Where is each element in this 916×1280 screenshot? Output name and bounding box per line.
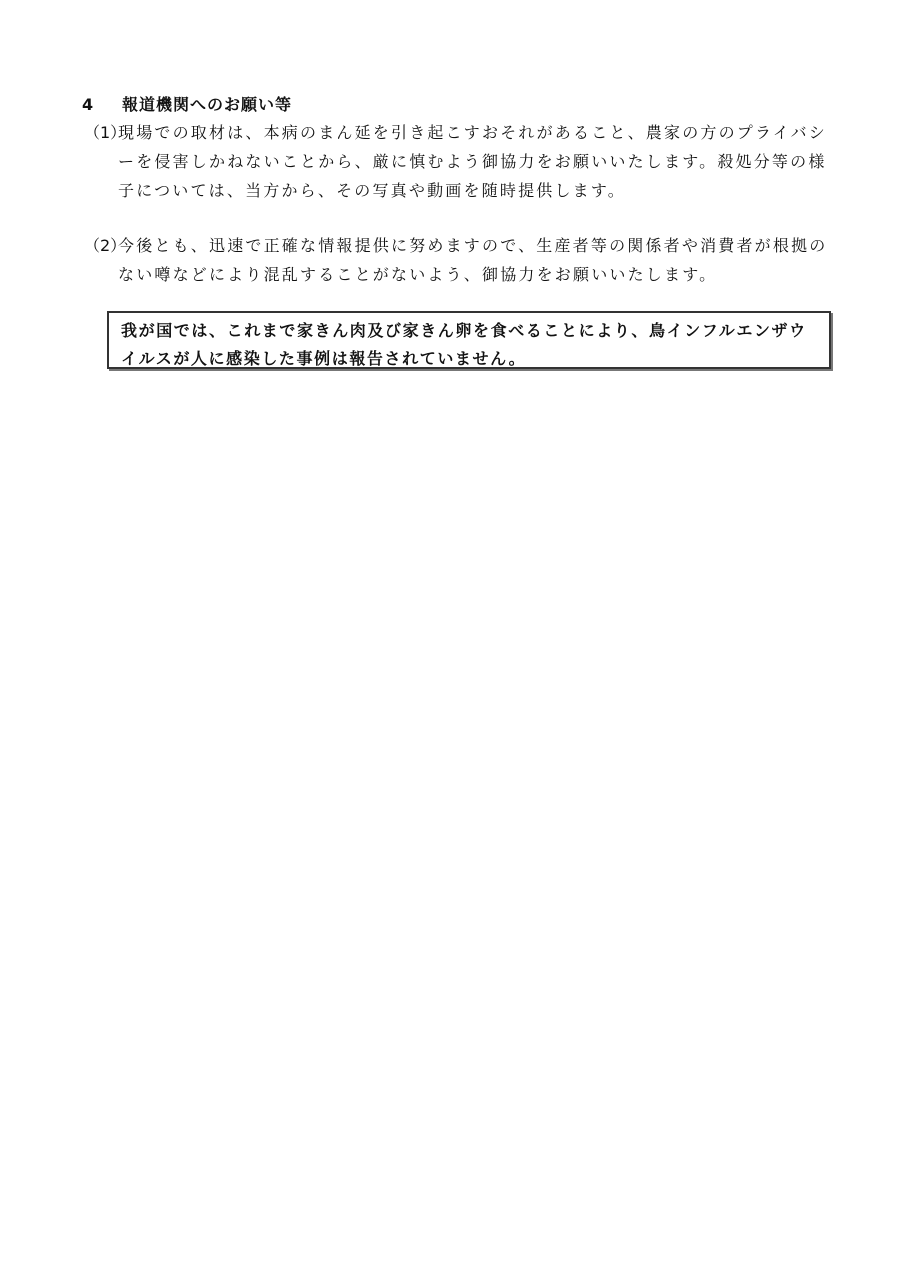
notice-box — [107, 311, 831, 369]
list-item — [84, 118, 836, 205]
item-text: 今後とも、迅速で正確な情報提供に努めますので、生産者等の関係者や消費者が根拠のない噂などにより混乱することがないよう、御協力をお願いいたします。 — [118, 236, 828, 284]
notice-text: 我が国では、これまで家きん肉及び家きん卵を食べることにより、鳥インフルエンザウイルスが人に感染した事例は報告されていません。 — [121, 321, 807, 368]
item-marker: （2） — [84, 236, 127, 255]
section-heading — [82, 92, 292, 115]
section-title: 報道機関へのお願い等 — [122, 95, 293, 114]
item-marker: （1） — [84, 123, 127, 142]
item-text: 現場での取材は、本病のまん延を引き起こすおそれがあること、農家の方のプライバシーを侵害しかねないことから、厳に慎むよう御協力をお願いいたします。殺処分等の様子については、当方から、その写真や動画を随時提供します。 — [118, 123, 828, 200]
list-item — [84, 231, 836, 289]
section-number: 4 — [82, 95, 95, 114]
